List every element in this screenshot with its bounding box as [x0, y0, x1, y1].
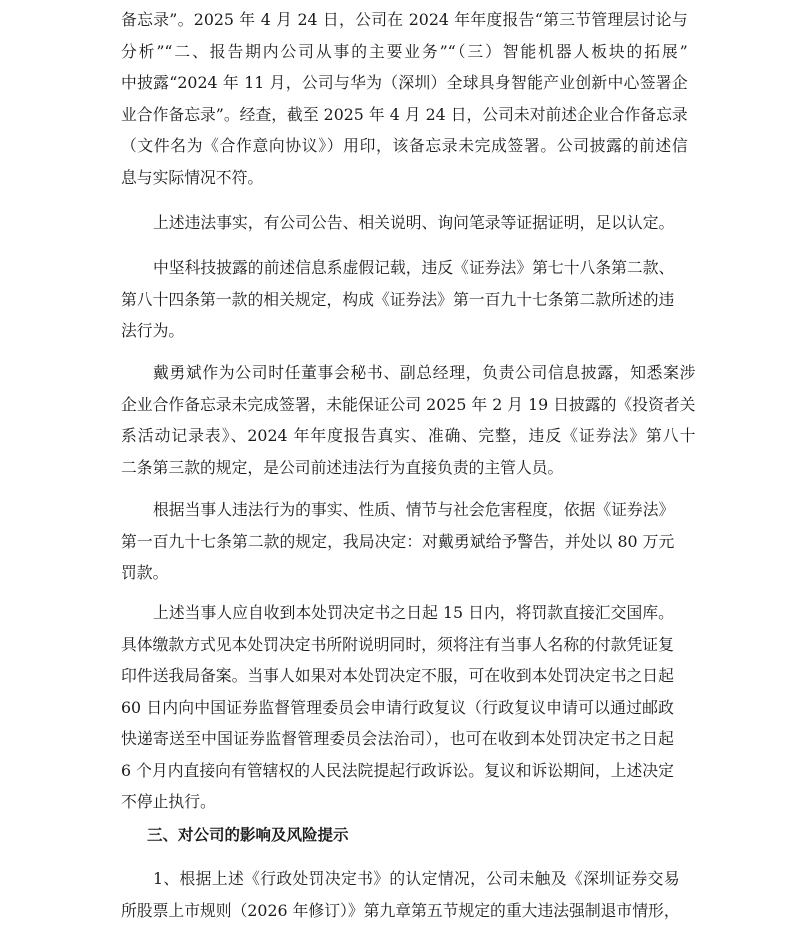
section-heading: 三、对公司的影响及风险提示: [147, 826, 349, 844]
text-line: 6 个月内直接向有管辖权的人民法院提起行政诉讼。复议和诉讼期间，上述决定: [121, 760, 674, 780]
text-line: 具体缴款方式见本处罚决定书所附说明同时，须将注有当事人名称的付款凭证复: [121, 634, 674, 654]
text-line: 第一百九十七条第二款的规定，我局决定：对戴勇斌给予警告，并处以 80 万元: [121, 531, 675, 551]
text-line: 第八十四条第一款的相关规定，构成《证券法》第一百九十七条第二款所述的违: [121, 289, 675, 309]
text-line: 根据当事人违法行为的事实、性质、情节与社会危害程度，依据《证券法》: [153, 500, 675, 519]
paragraph-false-record: [121, 252, 674, 347]
paragraph-impact: [121, 863, 680, 926]
text-line: 备忘录”。2025 年 4 月 24 日，公司在 2024 年年度报告“第三节管理层讨论与: [121, 10, 688, 29]
text-line: 息与实际情况不符。: [121, 167, 264, 187]
text-line: 所股票上市规则（2026 年修订）》第九章第五节规定的重大违法强制退市情形，: [121, 900, 680, 920]
text-line: 分析”“二、报告期内公司从事的主要业务”“（三）智能机器人板块的拓展”: [121, 41, 688, 61]
text-line: 上述当事人应自收到本处罚决定书之日起 15 日内，将罚款直接汇交国库。: [153, 603, 674, 622]
text-line: 业合作备忘录”。经查，截至 2025 年 4 月 24 日，公司未对前述企业合作备忘录: [121, 104, 688, 124]
text-line: 印件送我局备案。当事人如果对本处罚决定不服，可在收到本处罚决定书之日起: [121, 666, 674, 685]
text-line: 企业合作备忘录未完成签署，未能保证公司 2025 年 2 月 19 日披露的《投资者关: [121, 394, 696, 414]
paragraph-evidence: [121, 207, 674, 239]
text-line: 中披露“2024 年 11 月，公司与华为（深圳）全球具身智能产业创新中心签署企: [121, 73, 688, 92]
text-line: 戴勇斌作为公司时任董事会秘书、副总经理，负责公司信息披露，知悉案涉: [153, 363, 696, 382]
text-line: 快递寄送至中国证券监督管理委员会法治司），也可在收到本处罚决定书之日起: [121, 729, 674, 748]
text-line: 中坚科技披露的前述信息系虚假记载，违反《证券法》第七十八条第二款、: [153, 258, 675, 277]
text-line: 二条第三款的规定，是公司前述违法行为直接负责的主管人员。: [121, 457, 564, 477]
text-line: 不停止执行。: [121, 792, 216, 811]
text-line: 60 日内向中国证券监督管理委员会申请行政复议（行政复议申请可以通过邮政: [121, 697, 674, 717]
text-line: 系活动记录表》、2024 年年度报告真实、准确、完整，违反《证券法》第八十: [121, 426, 696, 445]
text-line: 罚款。: [121, 563, 169, 582]
text-line: （文件名为《合作意向协议》）用印，该备忘录未完成签署。公司披露的前述信: [121, 136, 688, 155]
paragraph-penalty-decision: [121, 494, 674, 589]
text-line: 法行为。: [121, 321, 185, 340]
paragraph-memo-disclosure: [121, 4, 688, 193]
text-line: 上述违法事实，有公司公告、相关说明、询问笔录等证据证明，足以认定。: [153, 213, 675, 232]
paragraph-responsible-person: [121, 357, 695, 483]
text-line: 1、根据上述《行政处罚决定书》的认定情况，公司未触及《深圳证券交易: [153, 869, 680, 888]
paragraph-payment-appeal: [121, 597, 674, 818]
